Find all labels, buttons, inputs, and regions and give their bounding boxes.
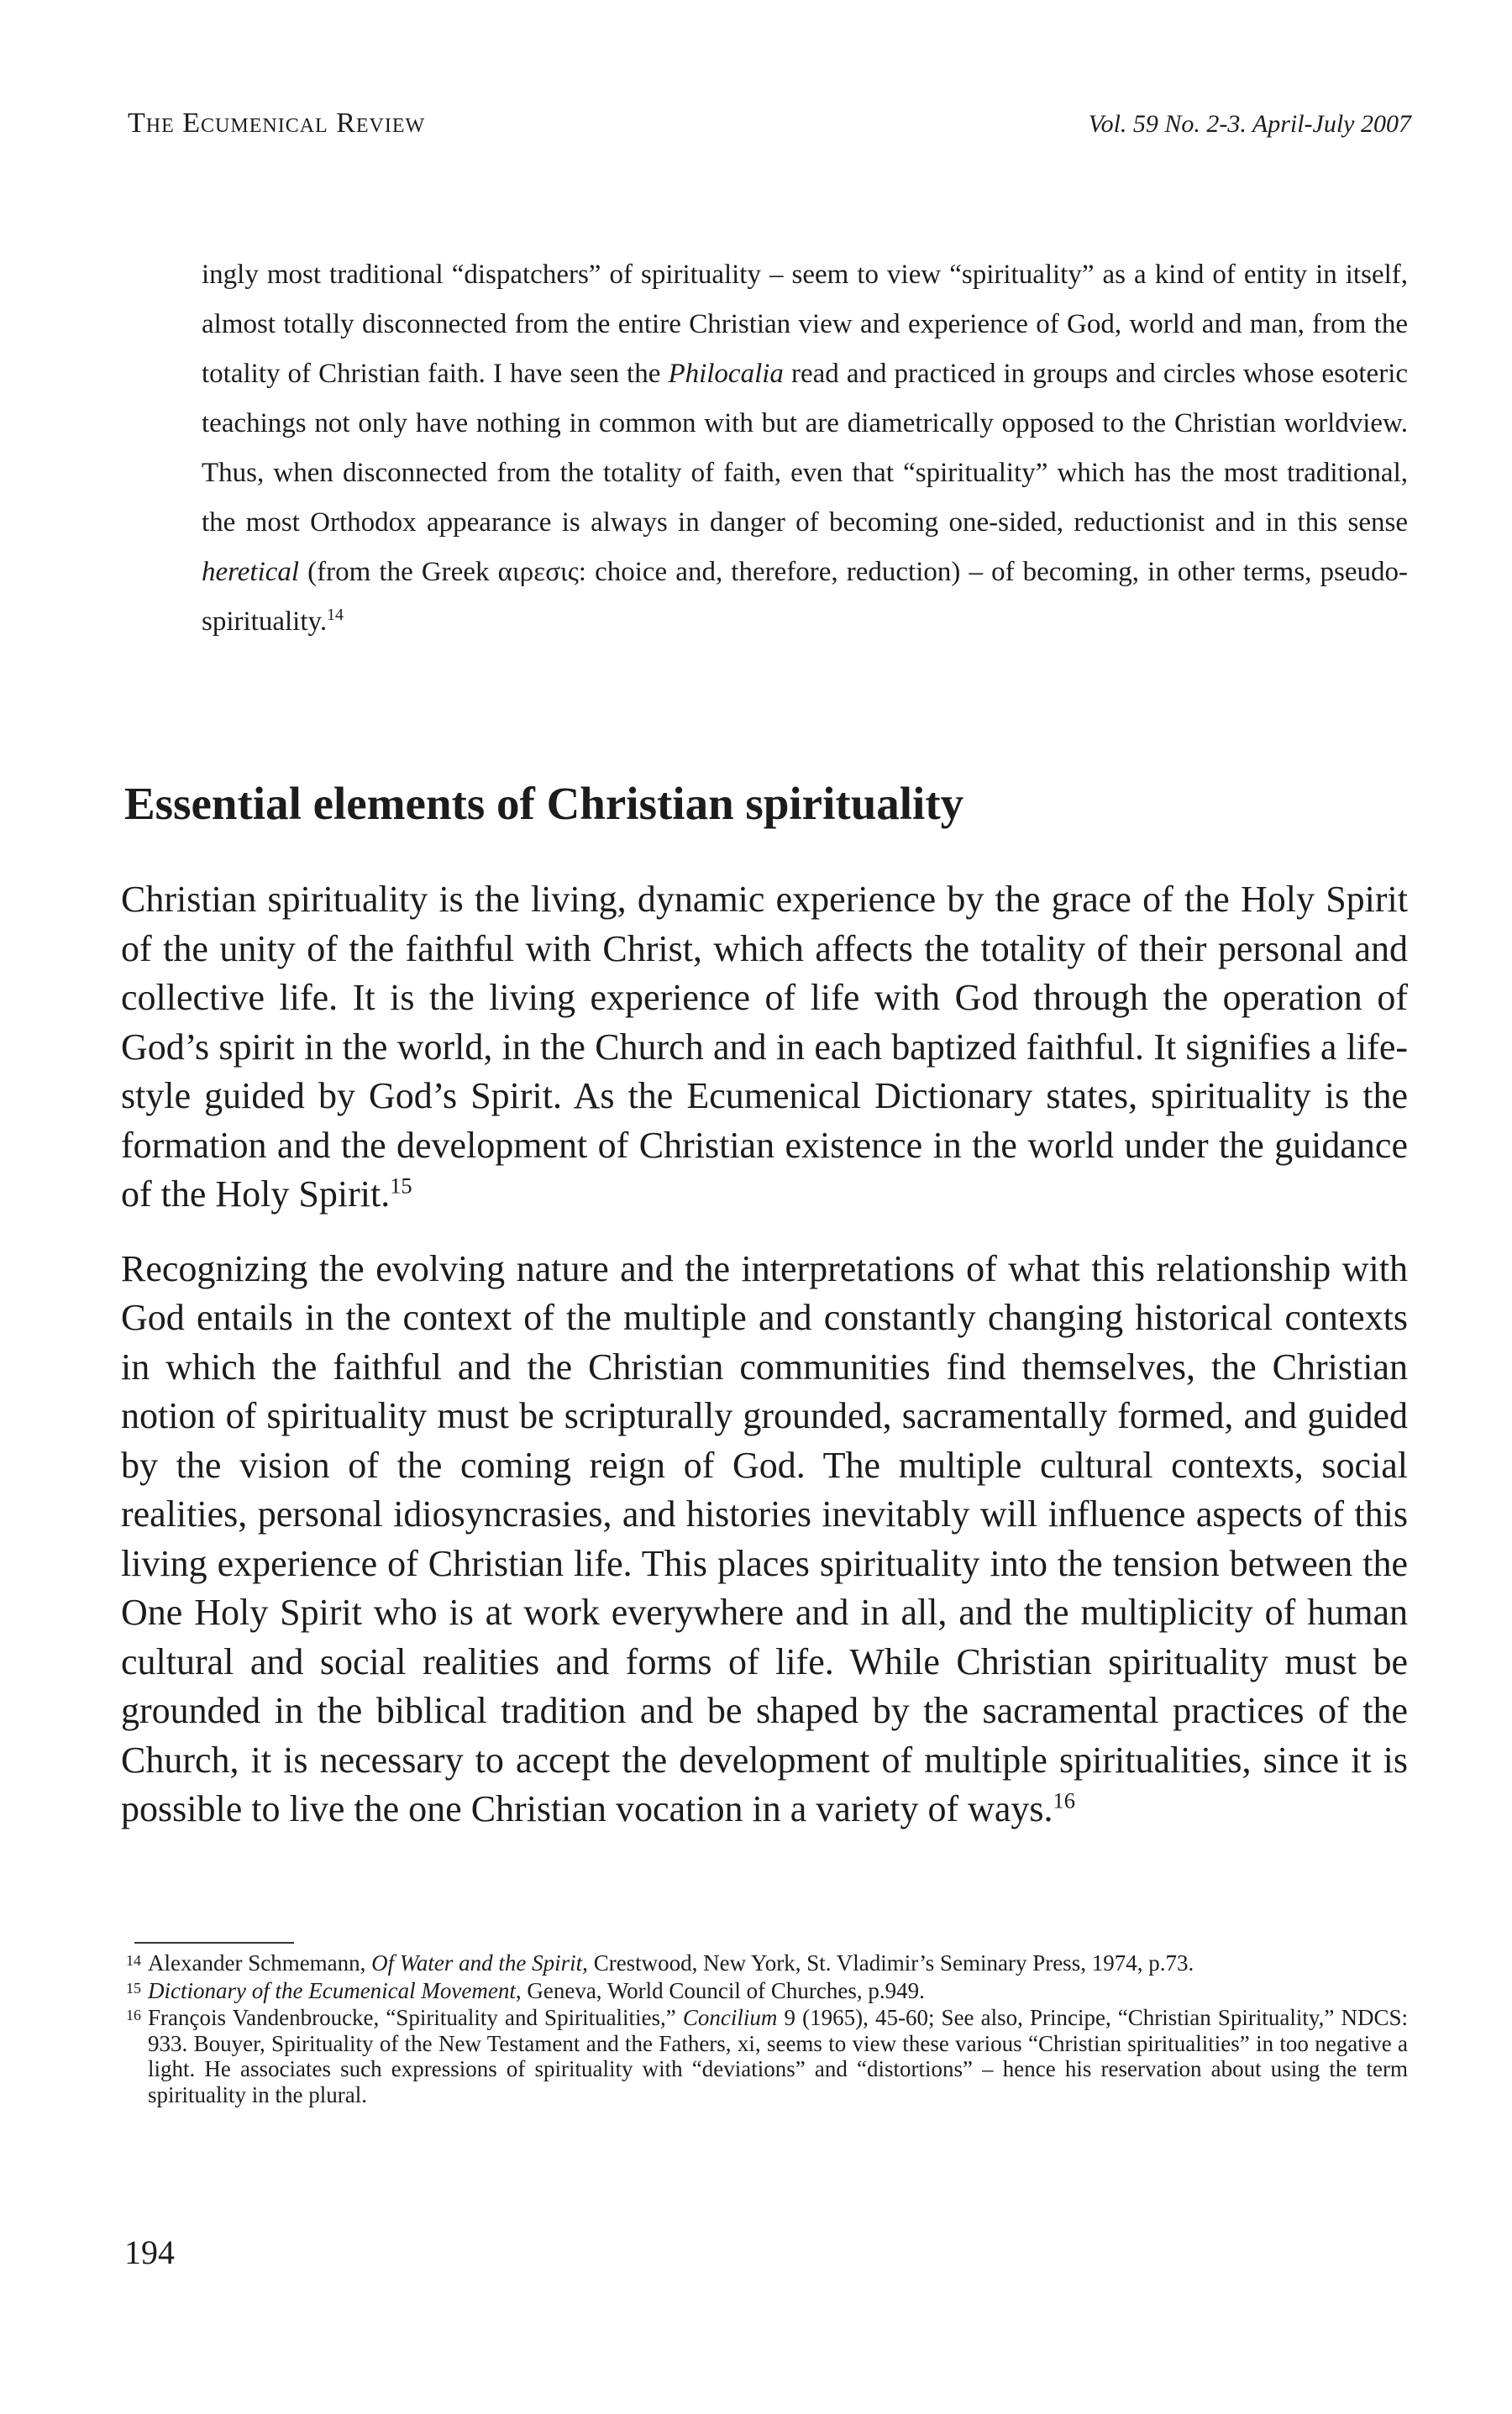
footnote-ref-14[interactable]: 14 bbox=[327, 606, 344, 624]
footnote-14 bbox=[126, 1950, 1408, 1976]
philocalia-term: Philocalia bbox=[668, 359, 784, 389]
heretical-term: heretical bbox=[202, 557, 300, 587]
section-body bbox=[121, 875, 1408, 1860]
footnote-text: Dictionary of the Ecumenical Movement, Geneva, World Council of Churches, p.949. bbox=[148, 1977, 925, 2003]
footnote-divider bbox=[134, 1942, 294, 1944]
footnote-number: 14 bbox=[126, 1952, 141, 1969]
footnote-ref-16[interactable]: 16 bbox=[1053, 1787, 1075, 1813]
continued-paragraph bbox=[202, 250, 1408, 647]
footnote-text: Alexander Schmemann, Of Water and the Spirit, Crestwood, New York, St. Vladimir’s Seminary Press, 1974, p.73. bbox=[148, 1950, 1194, 1976]
issue-info: Vol. 59 No. 2-3. April-July 2007 bbox=[1088, 110, 1411, 138]
section-heading: Essential elements of Christian spirituality bbox=[124, 778, 964, 829]
footnote-15 bbox=[126, 1978, 1408, 2004]
footnote-ref-15[interactable]: 15 bbox=[390, 1173, 412, 1199]
footnote-16 bbox=[126, 2005, 1408, 2107]
paragraph-2: Recognizing the evolving nature and the interpretations of what this relationship with God entails in the context of the multiple and constantly changing historical contexts in which the faithful and the Christian communities find themselves, the Christian notion of spirituality must be scripturally grounded, sacramentally formed, and guided by the vision of the coming reign of God. The multiple cultural contexts, social realities, personal idiosyncrasies, and histories inevitably will influence aspects of this living experience of Christian life. This places spirituality into the tension between the One Holy Spirit who is at work everywhere and in all, and the multiplicity of human cultural and social realities and forms of life. While Christian spirituality must be grounded in the biblical tradition and be shaped by the sacramental practices of the Church, it is necessary to accept the development of multiple spiritualities, since it is possible to live the one Christian vocation in a variety of ways.$^{16}$ bbox=[121, 1247, 1408, 1829]
continued-paragraph-text: ingly most traditional “dispatchers” of spirituality – seem to view “spirituality” as a kind of entity in itself, almost totally disconnected from the entire Christian view and experience of God, world and man, from the totality of Christian faith. I have seen the Philocalia read and practiced in groups and circles whose esoteric teachings not only have nothing in common with but are diametrically opposed to the Christian worldview. Thus, when disconnected from the totality of faith, even that “spirituality” which has the most traditional, the most Orthodox appearance is always in danger of becoming one-sided, reductionist and in this sense heretical (from the Greek αιρεσις: choice and, therefore, reduction) – of becoming, in other terms, pseudo-spirituality.$^{14}$ bbox=[202, 260, 1409, 637]
footnotes bbox=[126, 1950, 1408, 2109]
footnote-number: 15 bbox=[126, 1979, 141, 1997]
page-number: 194 bbox=[124, 2233, 175, 2271]
running-header bbox=[128, 108, 1411, 139]
journal-title: The Ecumenical Review bbox=[128, 108, 426, 139]
footnote-text: François Vandenbroucke, “Spirituality and Spiritualities,” Concilium 9 (1965), 45-60; See also, Principe, “Christian Spirituality,” NDCS: 933. Bouyer, Spirituality of the New Testament and the Fathers, xi, seems to view these various “Christian spiritualities” in too negative a light. He associates such expressions of spirituality with “deviations” and “distortions” – hence his reservation about using the term spirituality in the plural. bbox=[148, 2005, 1409, 2107]
footnote-number: 16 bbox=[126, 2007, 141, 2023]
paragraph-1: Christian spirituality is the living, dynamic experience by the grace of the Holy Spirit of the unity of the faithful with Christ, which affects the totality of their personal and collective life. It is the living experience of life with God through the operation of God’s spirit in the world, in the Church and in each baptized faithful. It signifies a life-style guided by God’s Spirit. As the Ecumenical Dictionary states, spirituality is the formation and the development of Christian existence in the world under the guidance of the Holy Spirit.$^{15}$ bbox=[121, 879, 1408, 1215]
